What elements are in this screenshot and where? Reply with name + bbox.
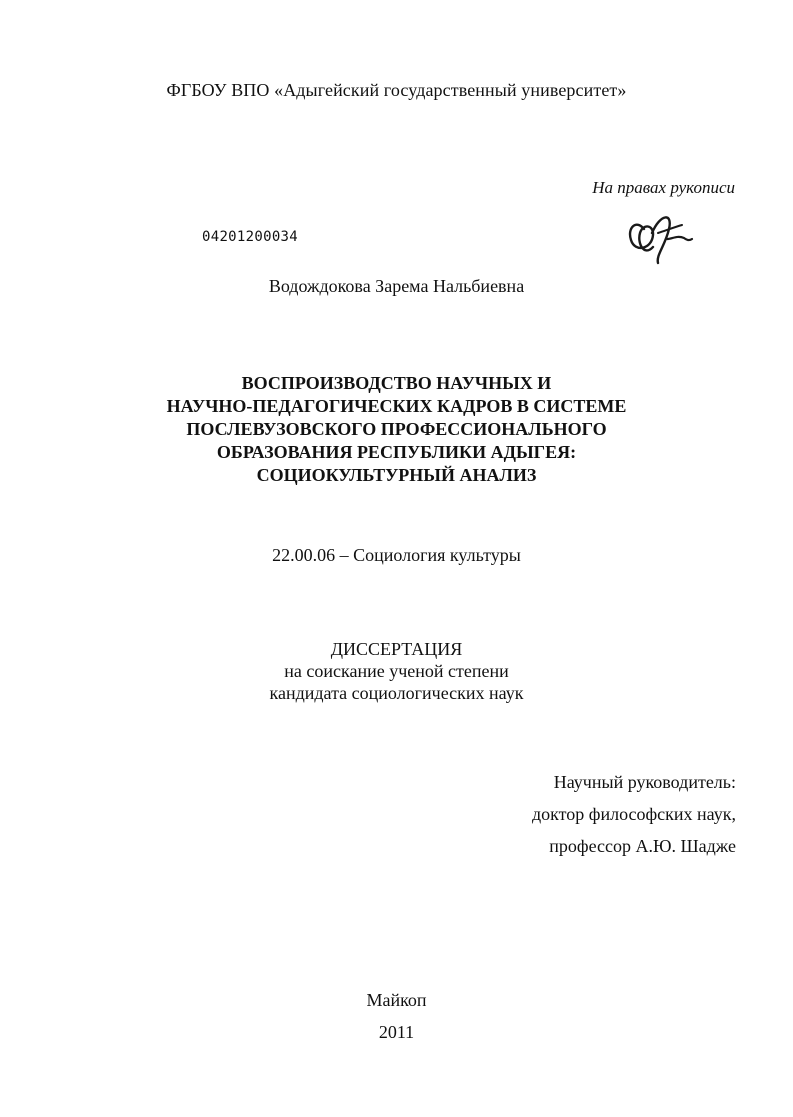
supervisor-line: Научный руководитель: [553, 772, 736, 792]
work-type [0, 638, 793, 704]
supervisor-line: профессор А.Ю. Шадже [549, 836, 736, 856]
city: Майкоп [366, 990, 427, 1010]
signature-icon [622, 205, 694, 267]
title-line: ВОСПРОИЗВОДСТВО НАУЧНЫХ И [241, 373, 552, 393]
author-name: Водождокова Зарема Нальбиевна [268, 276, 525, 296]
supervisor-info [532, 766, 736, 862]
institution-name: ФГБОУ ВПО «Адыгейский государственный университет» [166, 80, 627, 100]
work-type-line: на соискание ученой степени [284, 661, 509, 681]
work-type-line: кандидата социологических наук [269, 683, 524, 703]
registration-code: 04201200034 [202, 229, 299, 245]
specialty-code: 22.00.06 – Социология культуры [272, 545, 521, 565]
manuscript-rights: На правах рукописи [592, 178, 735, 197]
supervisor-line: доктор философских наук, [532, 804, 736, 824]
dissertation-title [0, 372, 793, 487]
title-line: НАУЧНО-ПЕДАГОГИЧЕСКИХ КАДРОВ В СИСТЕМЕ [166, 396, 627, 416]
year: 2011 [378, 1022, 415, 1042]
title-line: ОБРАЗОВАНИЯ РЕСПУБЛИКИ АДЫГЕЯ: [216, 442, 577, 462]
work-type-line: ДИССЕРТАЦИЯ [330, 639, 463, 659]
title-line: СОЦИОКУЛЬТУРНЫЙ АНАЛИЗ [256, 465, 537, 485]
title-line: ПОСЛЕВУЗОВСКОГО ПРОФЕССИОНАЛЬНОГО [186, 419, 607, 439]
